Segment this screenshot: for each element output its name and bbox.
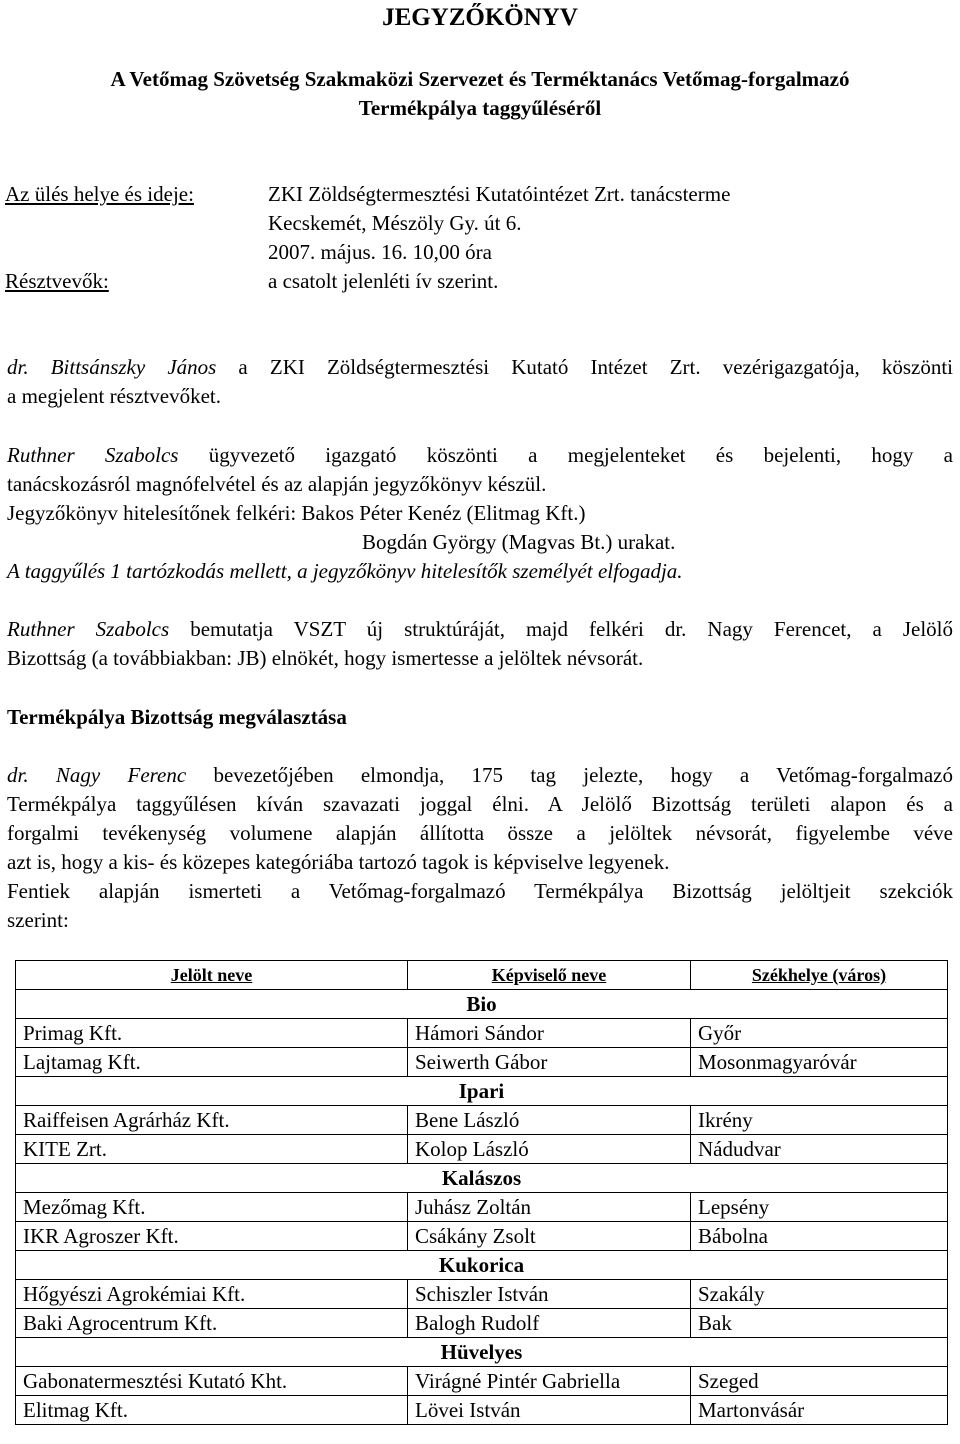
cell-candidate: Baki Agrocentrum Kft.	[16, 1309, 408, 1338]
table-row	[16, 1367, 948, 1396]
section-title: Ipari	[16, 1077, 948, 1106]
cell-city: Bábolna	[691, 1222, 948, 1251]
document-subtitle-line1: A Vetőmag Szövetség Szakmaközi Szervezet és Terméktanács Vetőmag-forgalmazó	[110, 67, 850, 91]
paragraph-list-line1: Fentiek alapján ismerteti a Vetőmag-forgalmazó Termékpálya Bizottság jelöltjeit szekciók	[7, 879, 953, 903]
table-row	[16, 1309, 948, 1338]
table-row	[16, 1019, 948, 1048]
cell-representative: Csákány Zsolt	[408, 1222, 691, 1251]
document-title: JEGYZŐKÖNYV	[382, 4, 578, 31]
meeting-place-line1: ZKI Zöldségtermesztési Kutatóintézet Zrt. tanácsterme	[268, 182, 731, 206]
speaker-name: Ruthner Szabolcs	[7, 443, 179, 467]
cell-city: Mosonmagyaróvár	[691, 1048, 948, 1077]
table-section-row	[16, 1338, 948, 1367]
cell-representative: Juhász Zoltán	[408, 1193, 691, 1222]
meeting-place-line2: Kecskemét, Mészöly Gy. út 6.	[268, 211, 522, 235]
paragraph-announce-line1	[7, 443, 953, 468]
table-header-row	[16, 961, 948, 990]
table-section-row	[16, 1077, 948, 1106]
cell-candidate: Hőgyészi Agrokémiai Kft.	[16, 1280, 408, 1309]
cell-candidate: Primag Kft.	[16, 1019, 408, 1048]
cell-city: Lepsény	[691, 1193, 948, 1222]
table-row	[16, 1048, 948, 1077]
column-header-city: Székhelye (város)	[691, 961, 948, 990]
section-title: Bio	[16, 990, 948, 1019]
cell-city: Győr	[691, 1019, 948, 1048]
table-row	[16, 1280, 948, 1309]
cell-candidate: Mezőmag Kft.	[16, 1193, 408, 1222]
table-section-row	[16, 990, 948, 1019]
cell-city: Nádudvar	[691, 1135, 948, 1164]
participants-value: a csatolt jelenléti ív szerint.	[268, 269, 499, 293]
cell-candidate: Lajtamag Kft.	[16, 1048, 408, 1077]
table-row	[16, 1106, 948, 1135]
table-row	[16, 1193, 948, 1222]
paragraph-welcome-line1	[7, 355, 953, 380]
meeting-place-label: Az ülés helye és ideje:	[5, 182, 194, 206]
paragraph-intro-line2: Termékpálya taggyűlésen kíván szavazati joggal élni. A Jelölő Bizottság területi alapon és a	[7, 792, 953, 816]
paragraph-announce-line2: tanácskozásról magnófelvétel és az alapján jegyzőkönyv készül.	[7, 472, 547, 496]
cell-representative: Bene László	[408, 1106, 691, 1135]
cell-representative: Lövei István	[408, 1396, 691, 1425]
paragraph-text: a ZKI Zöldségtermesztési Kutató Intézet Zrt. vezérigazgatója, köszönti	[216, 355, 953, 379]
cell-candidate: Elitmag Kft.	[16, 1396, 408, 1425]
cell-city: Szeged	[691, 1367, 948, 1396]
speaker-name: Ruthner Szabolcs	[7, 617, 170, 641]
speaker-name: dr. Nagy Ferenc	[7, 763, 187, 787]
paragraph-text: bemutatja VSZT új struktúráját, majd felkéri dr. Nagy Ferencet, a Jelölő	[169, 617, 953, 641]
table-row	[16, 1135, 948, 1164]
paragraph-text: bevezetőjében elmondja, 175 tag jelezte, hogy a Vetőmag-forgalmazó	[186, 763, 953, 787]
resolution-text: A taggyűlés 1 tartózkodás mellett, a jegyzőkönyv hitelesítők személyét elfogadja.	[7, 559, 683, 583]
participants-label: Résztvevők:	[5, 269, 109, 293]
cell-representative: Balogh Rudolf	[408, 1309, 691, 1338]
certifiers-line2: Bogdán György (Magvas Bt.) urakat.	[362, 530, 676, 554]
candidates-table	[15, 960, 948, 1425]
cell-city: Martonvásár	[691, 1396, 948, 1425]
cell-representative: Seiwerth Gábor	[408, 1048, 691, 1077]
section-heading: Termékpálya Bizottság megválasztása	[7, 705, 347, 729]
table-row	[16, 1396, 948, 1425]
certifiers-line1: Jegyzőkönyv hitelesítőnek felkéri: Bakos Péter Kenéz (Elitmag Kft.)	[7, 501, 586, 525]
cell-city: Ikrény	[691, 1106, 948, 1135]
paragraph-list-line2: szerint:	[7, 908, 69, 932]
cell-representative: Virágné Pintér Gabriella	[408, 1367, 691, 1396]
cell-representative: Schiszler István	[408, 1280, 691, 1309]
cell-candidate: IKR Agroszer Kft.	[16, 1222, 408, 1251]
section-title: Kalászos	[16, 1164, 948, 1193]
speaker-name: dr. Bittsánszky János	[7, 355, 217, 379]
paragraph-structure-line1	[7, 617, 953, 642]
section-title: Hüvelyes	[16, 1338, 948, 1367]
paragraph-intro-line3: forgalmi tevékenység volumene alapján állította össze a jelöltek névsorát, figyelembe véve	[7, 821, 953, 845]
document-subtitle-line2: Termékpálya taggyűléséről	[358, 96, 602, 120]
cell-city: Bak	[691, 1309, 948, 1338]
cell-candidate: Gabonatermesztési Kutató Kht.	[16, 1367, 408, 1396]
cell-representative: Hámori Sándor	[408, 1019, 691, 1048]
paragraph-intro-line4: azt is, hogy a kis- és közepes kategóriába tartozó tagok is képviselve legyenek.	[7, 850, 670, 874]
paragraph-welcome-line2: a megjelent résztvevőket.	[7, 384, 221, 408]
cell-candidate: KITE Zrt.	[16, 1135, 408, 1164]
cell-candidate: Raiffeisen Agrárház Kft.	[16, 1106, 408, 1135]
section-title: Kukorica	[16, 1251, 948, 1280]
column-header-candidate: Jelölt neve	[16, 961, 408, 990]
table-section-row	[16, 1251, 948, 1280]
cell-city: Szakály	[691, 1280, 948, 1309]
table-section-row	[16, 1164, 948, 1193]
meeting-date: 2007. május. 16. 10,00 óra	[268, 240, 492, 264]
paragraph-structure-line2: Bizottság (a továbbiakban: JB) elnökét, hogy ismertesse a jelöltek névsorát.	[7, 646, 644, 670]
paragraph-intro-line1	[7, 763, 953, 788]
paragraph-text: ügyvezető igazgató köszönti a megjelenteket és bejelenti, hogy a	[178, 443, 953, 467]
column-header-representative: Képviselő neve	[408, 961, 691, 990]
cell-representative: Kolop László	[408, 1135, 691, 1164]
table-row	[16, 1222, 948, 1251]
